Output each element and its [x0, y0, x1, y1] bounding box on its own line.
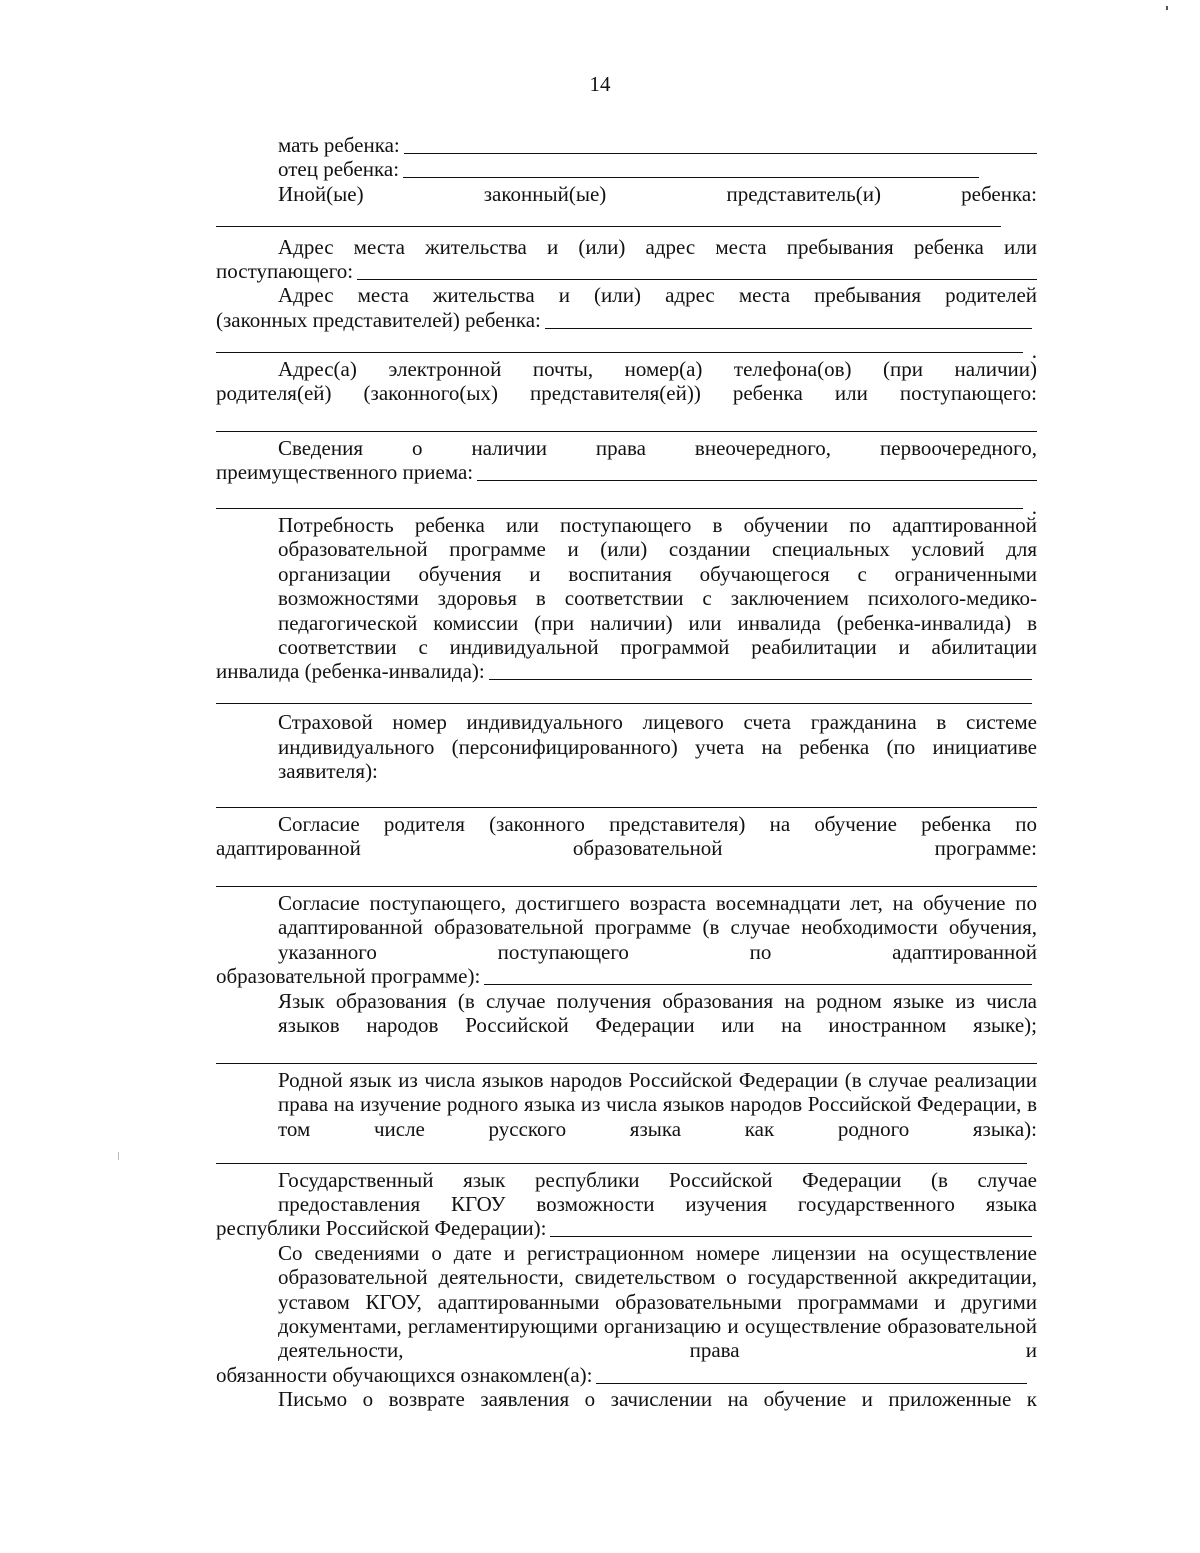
other-reps-word-4: ребенка: — [961, 181, 1037, 206]
child-address-input-line[interactable] — [357, 279, 1037, 280]
acquaint-field-row — [216, 1363, 1037, 1387]
adapted-need-paragraph: Потребность ребенка или поступающего в обучении по адаптированной образовательной программе и (или) создании специальных условий для организации обучения и воспитания обучающегося с ограниченными возможностями здоровья в соответствии с заключением психолого-медико-педагогической комиссии (при наличии) или инвалида (ребенка-инвалида) в соответствии с индивидуальной программой реабилитации и абилитации — [278, 513, 1037, 660]
adapted-need-label: инвалида (ребенка-инвалида): — [216, 659, 485, 684]
acquaint-paragraph: Со сведениями о дате и регистрационном номере лицензии на осуществление образовательной деятельности, свидетельством о государственной аккредитации, уставом КГОУ, адаптированными образовательными программами и другими документами, регламентирующими организацию и осуществление образовательной деятельности, права и — [278, 1240, 1037, 1363]
child-address-line-1: Адрес места жительства и (или) адрес места пребывания ребенка или — [278, 234, 1037, 259]
adapted-need-field-row — [216, 659, 1037, 683]
scan-mark — [1166, 6, 1168, 10]
priority-input-line[interactable] — [477, 480, 1037, 481]
adult-consent-paragraph: Согласие поступающего, достигшего возраста восемнадцати лет, на обучение по адаптированной образовательной программе (в случае необходимости обучения, указанного поступающего по адаптированной — [278, 891, 1037, 964]
father-field-row — [216, 157, 1037, 181]
other-representatives-row — [216, 182, 1037, 206]
other-reps-word-3: представитель(и) — [726, 181, 881, 206]
contacts-blank-line[interactable] — [216, 411, 1037, 435]
adult-consent-input-line[interactable] — [484, 984, 1032, 985]
adult-consent-field-row — [216, 964, 1037, 988]
adapted-need-input-line[interactable] — [489, 679, 1032, 680]
scan-mark — [118, 1152, 119, 1160]
parent-consent-word-3: программе: — [934, 836, 1037, 861]
native-language-blank-line[interactable] — [216, 1143, 1037, 1167]
contacts-line-1: Адрес(а) электронной почты, номер(а) телефона(ов) (при наличии) — [278, 356, 1037, 381]
priority-blank-line[interactable]: . — [216, 489, 1037, 513]
child-address-label: поступающего: — [216, 259, 354, 284]
adult-consent-label: образовательной программе): — [216, 964, 481, 989]
language-paragraph: Язык образования (в случае получения образования на родном языке из числа языков народов Российской Федерации или на иностранном языке); — [278, 988, 1037, 1038]
priority-label: преимущественного приема: — [216, 460, 474, 485]
contacts-line-2: родителя(ей) (законного(ых) представителя(ей)) ребенка или поступающего: — [216, 381, 1037, 406]
parent-address-line-1: Адрес места жительства и (или) адрес места пребывания родителей — [278, 283, 1037, 308]
parent-address-input-line[interactable] — [545, 328, 1032, 329]
parent-consent-word-1: адаптированной — [216, 836, 361, 861]
state-language-paragraph: Государственный язык республики Российской Федерации (в случае предоставления КГОУ возможности изучения государственного языка — [278, 1167, 1037, 1216]
priority-field-row — [216, 460, 1037, 484]
state-language-label: республики Российской Федерации): — [216, 1216, 547, 1241]
snils-paragraph: Страховой номер индивидуального лицевого счета гражданина в системе индивидуального (персонифицированного) учета на ребенка (по инициативе заявителя): — [278, 710, 1037, 784]
parent-consent-line-1: Согласие родителя (законного представителя) на обучение ребенка по — [278, 811, 1037, 836]
parent-consent-line-2 — [216, 836, 1037, 860]
child-address-field-row — [216, 259, 1037, 283]
other-reps-blank-line[interactable] — [216, 206, 1037, 230]
father-input-line[interactable] — [403, 177, 979, 178]
state-language-input-line[interactable] — [550, 1236, 1032, 1237]
parent-consent-blank-line[interactable] — [216, 867, 1037, 891]
parent-address-blank-line[interactable]: . — [216, 332, 1037, 356]
parent-address-label: (законных представителей) ребенка: — [216, 307, 541, 332]
acquaint-label: обязанности обучающихся ознакомлен(а): — [216, 1362, 593, 1387]
parent-address-field-row — [216, 308, 1037, 332]
adapted-need-blank-line[interactable] — [216, 684, 1037, 708]
other-reps-word-1: Иной(ые) — [278, 181, 364, 206]
native-language-paragraph: Родной язык из числа языков народов Российской Федерации (в случае реализации права на изучение родного языка из числа языков народов Российской Федерации, в том числе русского языка как родного языка): — [278, 1067, 1037, 1141]
return-letter-line: Письмо о возврате заявления о зачислении на обучение и приложенные к — [278, 1387, 1037, 1412]
mother-input-line[interactable] — [404, 153, 1037, 154]
page-number: 14 — [589, 72, 611, 96]
state-language-field-row — [216, 1216, 1037, 1240]
acquaint-input-line[interactable] — [596, 1383, 1027, 1384]
father-label: отец ребенка: — [278, 157, 400, 182]
application-form-body — [216, 133, 1037, 1412]
language-blank-line[interactable] — [216, 1044, 1037, 1068]
mother-field-row — [216, 133, 1037, 157]
other-reps-word-2: законный(ые) — [483, 181, 607, 206]
snils-blank-line[interactable] — [216, 787, 1037, 811]
parent-consent-word-2: образовательной — [572, 836, 723, 861]
priority-line-1: Сведения о наличии права внеочередного, первоочередного, — [278, 435, 1037, 460]
mother-label: мать ребенка: — [278, 133, 400, 157]
